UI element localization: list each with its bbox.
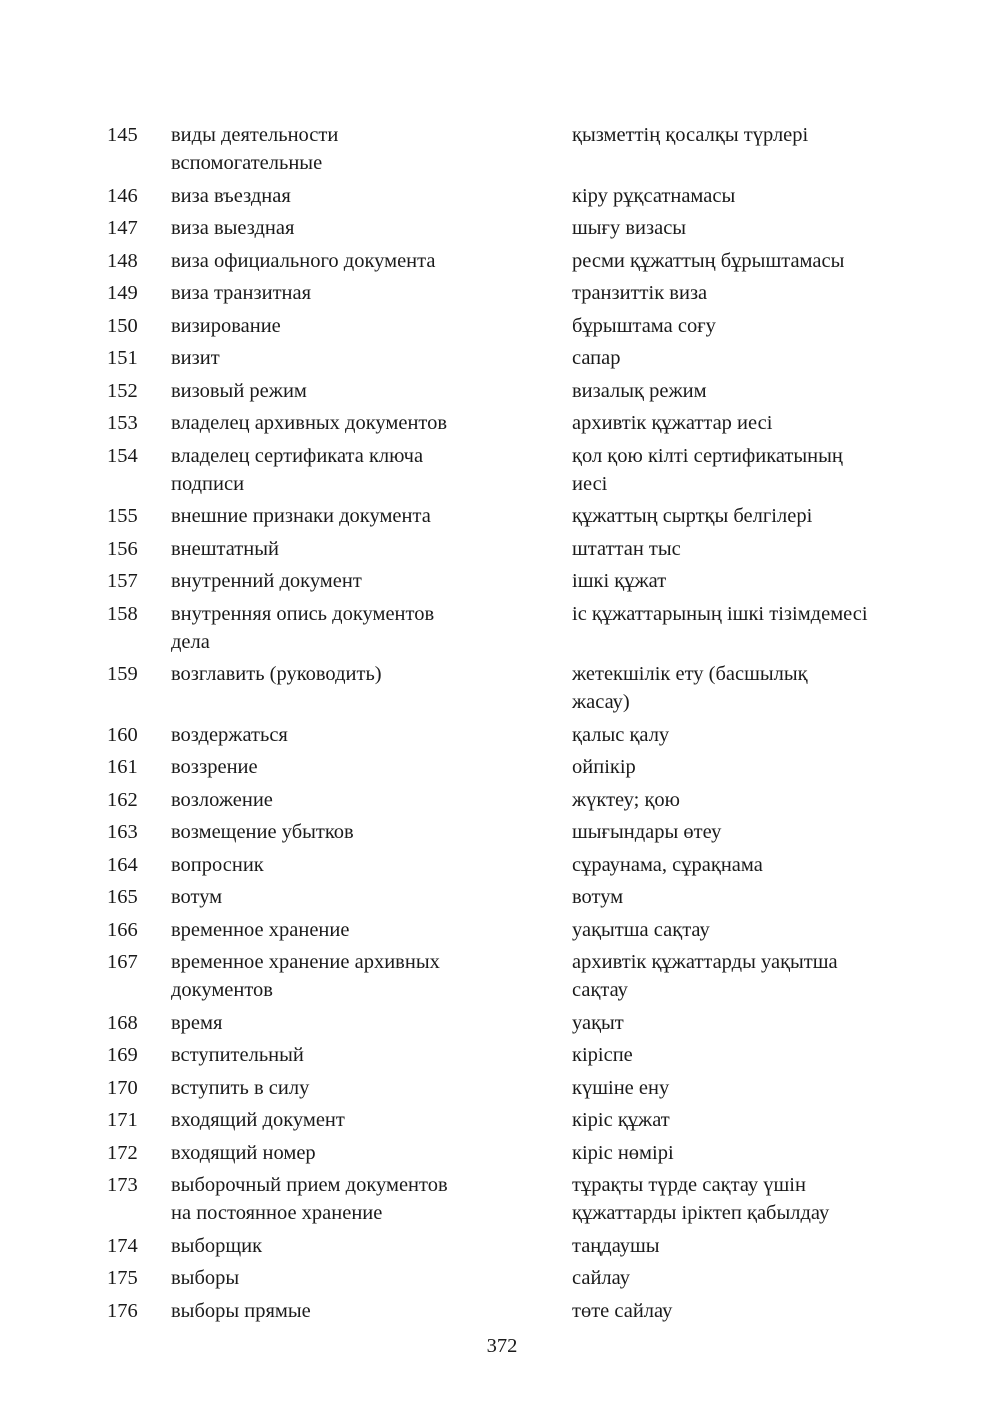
russian-term-line: на постоянное хранение: [171, 1202, 383, 1224]
russian-term-line: время: [171, 1011, 223, 1034]
glossary-entry: [0, 1073, 1004, 1106]
kazakh-term-line: вотум: [572, 886, 624, 908]
kazakh-term-line: қызметтің қосалқы түрлері: [572, 124, 809, 146]
russian-term: [171, 721, 501, 749]
glossary-entry: [0, 181, 1004, 214]
russian-term-line: выборщик: [171, 1234, 263, 1257]
kazakh-term-line: ойпікір: [572, 756, 636, 778]
kazakh-term-line: уақытша сақтау: [572, 918, 710, 941]
russian-term-line: временное хранение архивных: [171, 951, 440, 973]
entry-number: 163: [107, 821, 138, 843]
russian-term: [171, 247, 501, 275]
entry-number: 162: [107, 788, 138, 811]
glossary-entry: [0, 947, 1004, 1008]
entry-number: 165: [107, 886, 138, 908]
russian-term-line: внутренняя опись документов: [171, 602, 435, 625]
entry-number: 169: [107, 1044, 138, 1066]
kazakh-term: [572, 535, 917, 563]
russian-term: [171, 600, 501, 656]
entry-number: 148: [107, 249, 138, 272]
kazakh-term: [572, 247, 917, 275]
russian-term-line: выборы прямые: [171, 1299, 311, 1322]
glossary-entry: [0, 246, 1004, 279]
kazakh-term-line: сайлау: [572, 1267, 630, 1289]
russian-term: [171, 409, 501, 437]
glossary-entry: [0, 1170, 1004, 1231]
kazakh-term: [572, 1297, 917, 1325]
russian-term: [171, 377, 501, 405]
glossary-entry: [0, 278, 1004, 311]
russian-term-line: выборочный прием документов: [171, 1174, 448, 1196]
kazakh-term: [572, 121, 917, 149]
russian-term-line: воздержаться: [171, 723, 288, 746]
kazakh-term-line: кіріспе: [572, 1044, 633, 1066]
kazakh-term-line: сұраунама, сұрақнама: [572, 853, 763, 876]
kazakh-term-line: визалық режим: [572, 379, 707, 402]
kazakh-term-line: сақтау: [572, 979, 628, 1001]
russian-term-line: вопросник: [171, 853, 264, 876]
kazakh-term-line: құжаттың сыртқы белгілері: [572, 505, 813, 527]
kazakh-term-line: штаттан тыс: [572, 537, 681, 560]
kazakh-term: [572, 1171, 917, 1227]
entry-number: 161: [107, 756, 138, 778]
kazakh-term-line: иесі: [572, 472, 608, 495]
russian-term-line: владелец сертификата ключа: [171, 444, 424, 467]
russian-term-line: виза выездная: [171, 217, 295, 239]
russian-term: [171, 948, 501, 1004]
kazakh-term-line: жасау): [572, 691, 630, 713]
kazakh-term: [572, 786, 917, 814]
kazakh-term-line: тұрақты түрде сақтау үшін: [572, 1174, 806, 1196]
glossary-entry: [0, 1138, 1004, 1171]
kazakh-term-line: ішкі құжат: [572, 570, 667, 592]
kazakh-term: [572, 1009, 917, 1037]
entry-number: 159: [107, 663, 138, 685]
russian-term-line: возложение: [171, 788, 273, 811]
entry-number: 172: [107, 1141, 138, 1164]
russian-term-line: визовый режим: [171, 379, 307, 402]
entry-number: 149: [107, 282, 138, 304]
russian-term: [171, 786, 501, 814]
russian-term: [171, 1139, 501, 1167]
russian-term: [171, 344, 501, 372]
kazakh-term: [572, 1074, 917, 1102]
russian-term: [171, 916, 501, 944]
kazakh-term-line: сапар: [572, 347, 621, 369]
russian-term: [171, 660, 501, 688]
entry-number: 146: [107, 184, 138, 207]
kazakh-term: [572, 851, 917, 879]
kazakh-term: [572, 442, 917, 498]
entry-number: 156: [107, 537, 138, 560]
kazakh-term: [572, 721, 917, 749]
entry-number: 170: [107, 1076, 138, 1099]
kazakh-term: [572, 1041, 917, 1069]
russian-term-line: виза официального документа: [171, 249, 436, 272]
kazakh-term: [572, 377, 917, 405]
kazakh-term-line: құжаттарды іріктеп қабылдау: [572, 1202, 830, 1224]
entry-number: 173: [107, 1174, 138, 1196]
entry-number: 166: [107, 918, 138, 941]
entry-number: 151: [107, 347, 138, 369]
russian-term: [171, 535, 501, 563]
glossary-entry: [0, 408, 1004, 441]
kazakh-term-line: төте сайлау: [572, 1299, 673, 1322]
entry-number: 154: [107, 444, 138, 467]
russian-term: [171, 1232, 501, 1260]
glossary-entry: [0, 1296, 1004, 1329]
kazakh-term: [572, 312, 917, 340]
kazakh-term: [572, 818, 917, 846]
glossary-entry: [0, 850, 1004, 883]
entry-number: 168: [107, 1011, 138, 1034]
entry-number: 145: [107, 124, 138, 146]
glossary-entry: [0, 1008, 1004, 1041]
kazakh-term: [572, 1139, 917, 1167]
glossary-entry: [0, 1263, 1004, 1296]
kazakh-term-line: қалыс қалу: [572, 723, 670, 746]
russian-term-line: внештатный: [171, 537, 279, 560]
russian-term-line: возглавить (руководить): [171, 663, 382, 685]
page-number: 372: [486, 1335, 518, 1357]
russian-term: [171, 818, 501, 846]
glossary-entry: [0, 1105, 1004, 1138]
kazakh-term-line: кіріс құжат: [572, 1109, 670, 1131]
russian-term-line: внешние признаки документа: [171, 505, 431, 527]
russian-term-line: входящий номер: [171, 1141, 316, 1164]
glossary-entry: [0, 376, 1004, 409]
glossary-entry: [0, 311, 1004, 344]
kazakh-term-line: уақыт: [572, 1011, 624, 1034]
glossary-entry: [0, 534, 1004, 567]
glossary-list: [0, 120, 1004, 1328]
russian-term: [171, 312, 501, 340]
glossary-entry: [0, 566, 1004, 599]
entry-number: 160: [107, 723, 138, 746]
russian-term: [171, 182, 501, 210]
russian-term: [171, 1074, 501, 1102]
russian-term-line: дела: [171, 630, 210, 653]
russian-term-line: вступить в силу: [171, 1076, 310, 1099]
russian-term-line: возмещение убытков: [171, 821, 354, 843]
glossary-entry: [0, 659, 1004, 720]
entry-number: 175: [107, 1267, 138, 1289]
kazakh-term-line: ресми құжаттың бұрыштамасы: [572, 249, 845, 272]
kazakh-term-line: шығындары өтеу: [572, 821, 722, 843]
glossary-entry: [0, 882, 1004, 915]
entry-number: 152: [107, 379, 138, 402]
russian-term-line: владелец архивных документов: [171, 412, 448, 434]
kazakh-term-line: транзиттік виза: [572, 282, 708, 304]
entry-number: 147: [107, 217, 138, 239]
russian-term: [171, 279, 501, 307]
kazakh-term: [572, 1232, 917, 1260]
glossary-entry: [0, 343, 1004, 376]
russian-term: [171, 442, 501, 498]
kazakh-term-line: архивтік құжаттар иесі: [572, 412, 773, 434]
kazakh-term-line: бұрыштама соғу: [572, 314, 716, 337]
kazakh-term-line: кіру рұқсатнамасы: [572, 184, 736, 207]
glossary-entry: [0, 213, 1004, 246]
russian-term-line: выборы: [171, 1267, 240, 1289]
russian-term-line: виды деятельности: [171, 124, 339, 146]
russian-term-line: входящий документ: [171, 1109, 345, 1131]
russian-term-line: вотум: [171, 886, 223, 908]
russian-term: [171, 883, 501, 911]
kazakh-term: [572, 1106, 917, 1134]
glossary-entry: [0, 817, 1004, 850]
entry-number: 155: [107, 505, 138, 527]
kazakh-term: [572, 502, 917, 530]
glossary-entry: [0, 501, 1004, 534]
russian-term-line: вспомогательные: [171, 152, 323, 174]
kazakh-term: [572, 409, 917, 437]
glossary-entry: [0, 720, 1004, 753]
russian-term-line: виза транзитная: [171, 282, 312, 304]
russian-term: [171, 1297, 501, 1325]
entry-number: 157: [107, 570, 138, 592]
kazakh-term-line: таңдаушы: [572, 1234, 660, 1257]
entry-number: 167: [107, 951, 138, 973]
russian-term-line: вступительный: [171, 1044, 304, 1066]
kazakh-term: [572, 182, 917, 210]
glossary-entry: [0, 752, 1004, 785]
entry-number: 174: [107, 1234, 138, 1257]
kazakh-term: [572, 1264, 917, 1292]
russian-term: [171, 1009, 501, 1037]
russian-term-line: подписи: [171, 472, 245, 495]
russian-term-line: визирование: [171, 314, 281, 337]
russian-term: [171, 851, 501, 879]
kazakh-term-line: іс құжаттарының ішкі тізімдемесі: [572, 602, 868, 625]
kazakh-term-line: кіріс нөмірі: [572, 1141, 674, 1164]
kazakh-term: [572, 660, 917, 716]
glossary-entry: [0, 915, 1004, 948]
russian-term: [171, 753, 501, 781]
glossary-entry: [0, 1231, 1004, 1264]
russian-term-line: временное хранение: [171, 918, 350, 941]
russian-term-line: документов: [171, 979, 273, 1001]
entry-number: 164: [107, 853, 138, 876]
kazakh-term: [572, 753, 917, 781]
glossary-entry: [0, 441, 1004, 502]
entry-number: 171: [107, 1109, 138, 1131]
kazakh-term-line: архивтік құжаттарды уақытша: [572, 951, 838, 973]
kazakh-term: [572, 883, 917, 911]
russian-term-line: внутренний документ: [171, 570, 362, 592]
russian-term-line: воззрение: [171, 756, 258, 778]
glossary-entry: [0, 1040, 1004, 1073]
kazakh-term-line: қол қою кілті сертификатының: [572, 444, 843, 467]
glossary-entry: [0, 785, 1004, 818]
russian-term: [171, 1106, 501, 1134]
russian-term: [171, 1041, 501, 1069]
kazakh-term: [572, 279, 917, 307]
kazakh-term-line: жүктеу; қою: [572, 788, 680, 811]
russian-term: [171, 502, 501, 530]
russian-term-line: виза въездная: [171, 184, 291, 207]
entry-number: 150: [107, 314, 138, 337]
glossary-entry: [0, 120, 1004, 181]
kazakh-term: [572, 916, 917, 944]
russian-term: [171, 214, 501, 242]
kazakh-term-line: жетекшілік ету (басшылық: [572, 663, 808, 685]
kazakh-term: [572, 948, 917, 1004]
russian-term: [171, 1171, 501, 1227]
russian-term: [171, 567, 501, 595]
kazakh-term: [572, 567, 917, 595]
kazakh-term-line: шығу визасы: [572, 217, 687, 239]
glossary-entry: [0, 599, 1004, 660]
russian-term: [171, 121, 501, 177]
kazakh-term: [572, 214, 917, 242]
kazakh-term-line: күшіне ену: [572, 1076, 670, 1099]
kazakh-term: [572, 344, 917, 372]
russian-term: [171, 1264, 501, 1292]
entry-number: 153: [107, 412, 138, 434]
kazakh-term: [572, 600, 917, 628]
russian-term-line: визит: [171, 347, 220, 369]
entry-number: 176: [107, 1299, 138, 1322]
entry-number: 158: [107, 602, 138, 625]
